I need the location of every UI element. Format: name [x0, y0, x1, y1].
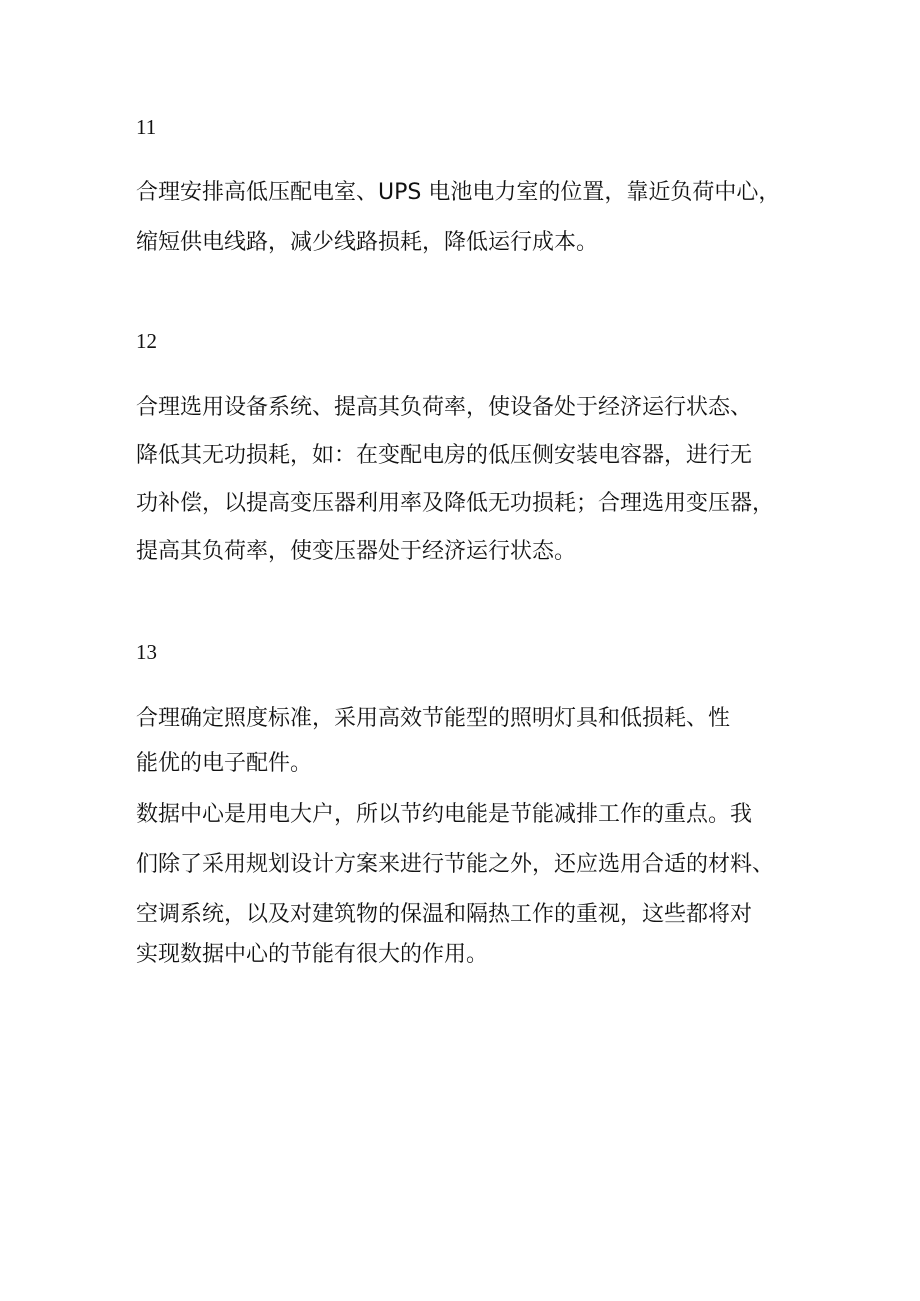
conclusion-line-3: 空调系统，以及对建筑物的保温和隔热工作的重视，这些都将对: [136, 902, 753, 927]
conclusion-line-1: 数据中心是用电大户，所以节约电能是节能减排工作的重点。我: [136, 802, 753, 827]
section-11-line-2: 缩短供电线路，减少线路损耗，降低运行成本。: [136, 230, 599, 255]
section-12-line-1: 合理选用设备系统、提高其负荷率，使设备处于经济运行状态、: [136, 395, 753, 420]
section-12-line-3: 功补偿，以提高变压器利用率及降低无功损耗；合理选用变压器，: [136, 491, 775, 516]
section-number-13: 13: [136, 640, 157, 664]
conclusion-line-2: 们除了采用规划设计方案来进行节能之外，还应选用合适的材料、: [136, 852, 775, 877]
conclusion-line-4: 实现数据中心的节能有很大的作用。: [136, 942, 489, 967]
section-13-line-1: 合理确定照度标准，采用高效节能型的照明灯具和低损耗、性: [136, 706, 731, 731]
section-12-line-4: 提高其负荷率，使变压器处于经济运行状态。: [136, 539, 577, 564]
section-12-line-2: 降低其无功损耗，如：在变配电房的低压侧安装电容器，进行无: [136, 443, 753, 468]
section-number-12: 12: [136, 329, 157, 353]
section-number-11: 11: [136, 115, 157, 139]
section-11-line-1: 合理安排高低压配电室、UPS 电池电力室的位置，靠近负荷中心，: [136, 180, 781, 205]
section-13-line-2: 能优的电子配件。: [136, 751, 313, 776]
